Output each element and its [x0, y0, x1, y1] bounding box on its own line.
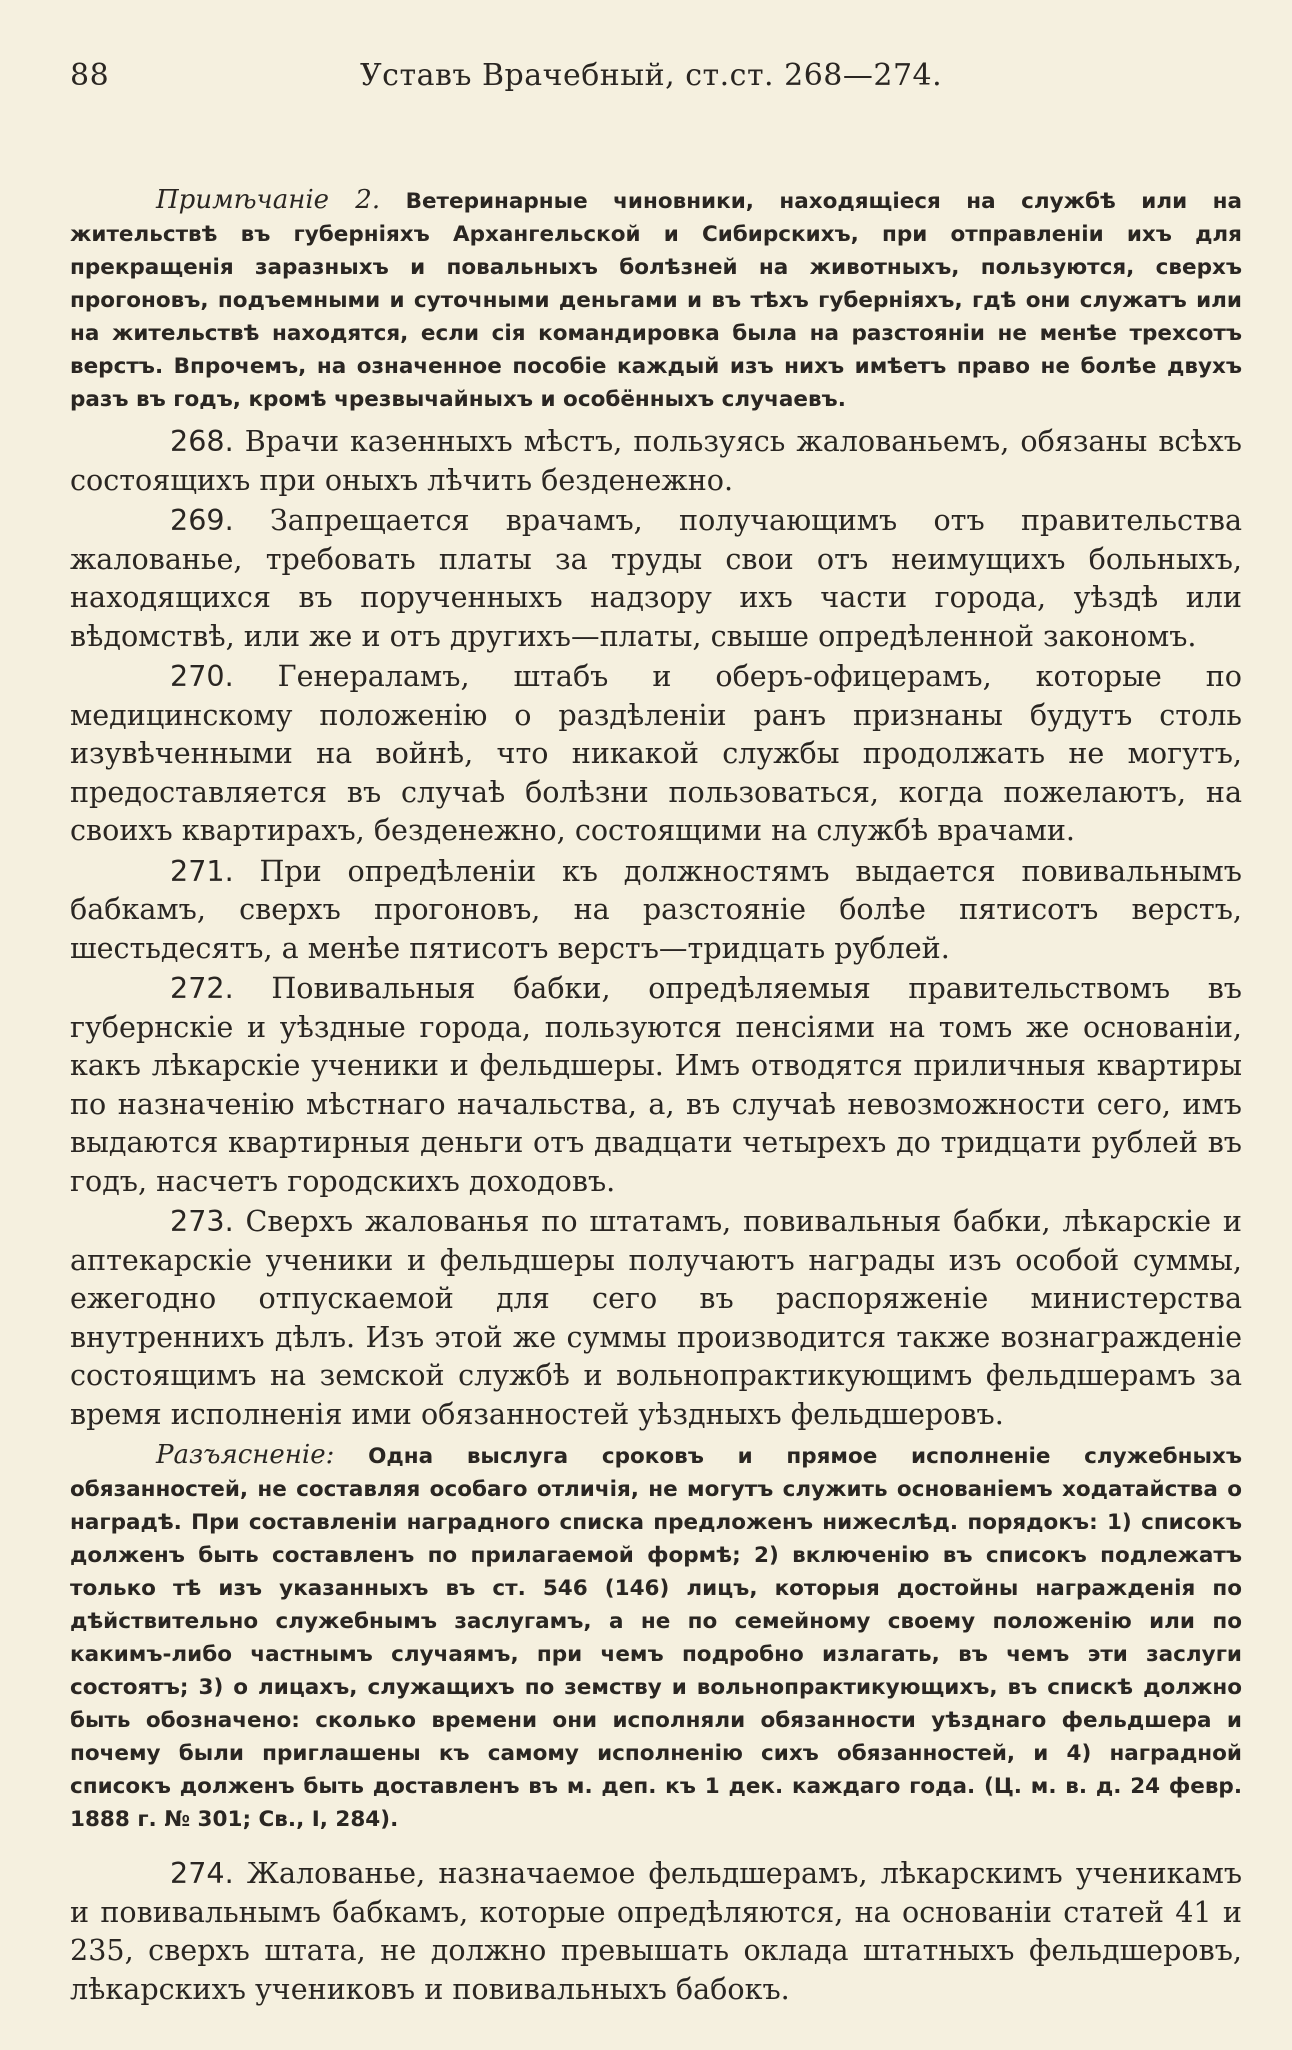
article-272-text: Повивальныя бабки, опредѣляемыя правительствомъ въ губернскіе и уѣздные города, пользуются пенсіями на томъ же основаніи, какъ лѣкарскіе ученики и фельдшеры. Имъ отводятся приличныя квартиры по назначенію мѣстнаго начальства, а, въ случаѣ невозможности сего, имъ выдаются квартирныя деньги отъ двадцати четырехъ до тридцати рублей въ годъ, насчетъ городскихъ доходовъ. — [70, 971, 1243, 1198]
article-270 — [70, 657, 1242, 850]
page-number: 88 — [70, 58, 110, 93]
article-269-text: Запрещается врачамъ, получающимъ отъ правительства жалованье, требовать платы за труды свои отъ неимущихъ больныхъ, находящихся въ порученныхъ надзору ихъ части города, уѣздѣ или вѣдомствѣ, или же и отъ другихъ—платы, свыше опредѣленной закономъ. — [70, 503, 1242, 653]
article-271-number: 271. — [170, 853, 234, 888]
article-269-number: 269. — [170, 503, 234, 537]
article-273-number: 273. — [170, 1204, 234, 1238]
article-268-number: 268. — [170, 424, 234, 458]
explanation-text: Одна выслуга сроковъ и прямое исполненіе служебныхъ обязанностей, не составляя особаго отличія, не могутъ служить основаніемъ ходатайства о наградѣ. При составленіи наградного списка предложенъ нижеслѣд. порядокъ: 1) списокъ долженъ быть составленъ по прилагаемой формѣ; 2) включенію въ списокъ подлежатъ только тѣ изъ указанныхъ въ ст. 546 (146) лицъ, которыя достойны награжденія по дѣйствительно служебнымъ заслугамъ, а не по семейному своему положенію или по какимъ-либо частнымъ случаямъ, при чемъ подробно излагать, въ чемъ эти заслуги состоятъ; 3) о лицахъ, служащихъ по земству и вольнопрактикующихъ, въ спискѣ должно быть обозначено: сколько времени они исполняли обязанности уѣзднаго фельдшера и почему были приглашены къ самому исполненію сихъ обязанностей, и 4) наградной списокъ долженъ быть доставленъ въ м. деп. къ 1 дек. каждаго года. (Ц. м. в. д. 24 февр. 1888 г. № 301; Св., I, 284). — [70, 1444, 1242, 1832]
article-274-number: 274. — [170, 1856, 234, 1890]
explanation-lead: Разъясненіе: — [156, 1440, 335, 1470]
article-273-text: Сверхъ жалованья по штатамъ, повивальныя бабки, лѣкарскіе и аптекарскіе ученики и фельдшеры получаютъ награды изъ особой суммы, ежегодно отпускаемой для сего въ распоряженіе министерства внутреннихъ дѣлъ. Изъ этой же суммы производится также вознагражденіе состоящимъ на земской службѣ и вольнопрактикующимъ фельдшерамъ за время исполненія ими обязанностей уѣздныхъ фельдшеровъ. — [70, 1204, 1242, 1431]
note-2 — [70, 184, 1242, 416]
running-title: Уставъ Врачебный, ст.ст. 268—274. — [360, 58, 943, 93]
page-header — [70, 52, 1242, 112]
article-270-number: 270. — [170, 659, 234, 693]
article-274-text: Жалованье, назначаемое фельдшерамъ, лѣкарскимъ ученикамъ и повивальнымъ бабкамъ, которые опредѣляются, на основаніи статей 41 и 235, сверхъ штата, не должно превышать оклада штатныхъ фельдшеровъ, лѣкарскихъ учениковъ и повивальныхъ бабокъ. — [70, 1856, 1243, 2006]
article-274 — [70, 1854, 1242, 2008]
note-2-lead: Примѣчаніе 2. — [156, 185, 381, 215]
explanation — [70, 1439, 1242, 1836]
article-269 — [70, 501, 1242, 655]
article-268-text: Врачи казенныхъ мѣстъ, пользуясь жалованьемъ, обязаны всѣхъ состоящихъ при оныхъ лѣчить безденежно. — [70, 424, 1242, 497]
article-272 — [70, 969, 1242, 1200]
article-270-text: Генераламъ, штабъ и оберъ-офицерамъ, которые по медицинскому положенію о раздѣленіи ранъ признаны будутъ столь изувѣченными на войнѣ, что никакой службы продолжать не могутъ, предоставляется въ случаѣ болѣзни пользоваться, когда пожелаютъ, на своихъ квартирахъ, безденежно, состоящими на службѣ врачами. — [70, 659, 1242, 847]
book-page — [70, 52, 1242, 2008]
article-268 — [70, 422, 1242, 499]
article-271-text: При опредѣленіи къ должностямъ выдается повивальнымъ бабкамъ, сверхъ прогоновъ, на разстояніе болѣе пятисотъ верстъ, шестьдесятъ, а менѣе пятисотъ верстъ—тридцать рублей. — [70, 853, 1242, 965]
article-272-number: 272. — [170, 971, 234, 1005]
article-271 — [70, 852, 1242, 968]
note-2-text: Ветеринарные чиновники, находящіеся на службѣ или на жительствѣ въ губерніяхъ Архангельской и Сибирскихъ, при отправленіи ихъ для прекращенія заразныхъ и повальныхъ болѣзней на животныхъ, пользуются, сверхъ прогоновъ, подъемными и суточными деньгами и въ тѣхъ губерніяхъ, гдѣ они служатъ или на жительствѣ находятся, если сія командировка была на разстояніи не менѣе трехсотъ верстъ. Впрочемъ, на означенное пособіе каждый изъ нихъ имѣетъ право не болѣе двухъ разъ въ годъ, кромѣ чрезвычайныхъ и особённыхъ случаевъ. — [70, 189, 1242, 412]
article-273 — [70, 1202, 1242, 1433]
